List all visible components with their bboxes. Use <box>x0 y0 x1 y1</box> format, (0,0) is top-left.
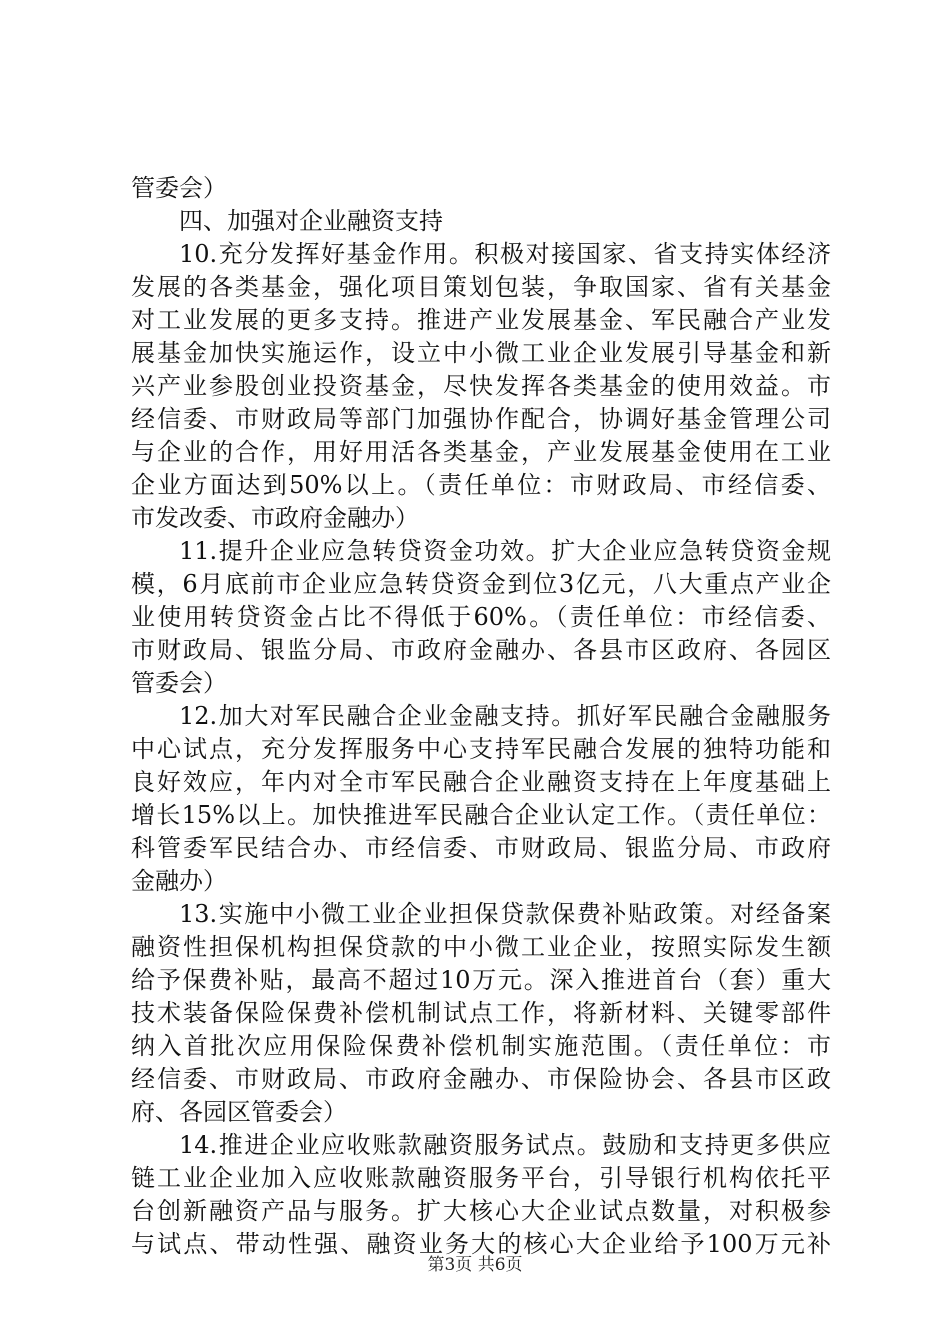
text-line: 金融办） <box>131 867 227 895</box>
text-line: 企业方面达到50%以上。（责任单位：市财政局、市经信委、 <box>131 471 831 499</box>
text-line: 经信委、市财政局、市政府金融办、市保险协会、各县市区政 <box>131 1065 831 1093</box>
text-line: 对工业发展的更多支持。推进产业发展基金、军民融合产业发 <box>131 306 831 334</box>
text-line: 10.充分发挥好基金作用。积极对接国家、省支持实体经济 <box>179 240 831 268</box>
text-line: 经信委、市财政局等部门加强协作配合，协调好基金管理公司 <box>131 405 831 433</box>
document-body <box>131 172 831 1261</box>
text-line: 管委会） <box>131 669 227 697</box>
page-number-footer: 第3页 共6页 <box>427 1255 523 1275</box>
text-line: 发展的各类基金，强化项目策划包装，争取国家、省有关基金 <box>131 273 831 301</box>
text-line: 模，6月底前市企业应急转贷资金到位3亿元，八大重点产业企 <box>131 570 831 598</box>
text-line: 中心试点，充分发挥服务中心支持军民融合发展的独特功能和 <box>131 735 831 763</box>
text-line: 11.提升企业应急转贷资金功效。扩大企业应急转贷资金规 <box>179 537 831 565</box>
text-line: 管委会） <box>131 174 227 202</box>
text-line: 与试点、带动性强、融资业务大的核心大企业给予100万元补 <box>131 1230 831 1258</box>
text-line: 融资性担保机构担保贷款的中小微工业企业，按照实际发生额 <box>131 933 831 961</box>
text-line: 市发改委、市政府金融办） <box>131 504 419 532</box>
text-line: 13.实施中小微工业企业担保贷款保费补贴政策。对经备案 <box>179 900 831 928</box>
text-line: 给予保费补贴，最高不超过10万元。深入推进首台（套）重大 <box>131 966 831 994</box>
text-line: 业使用转贷资金占比不得低于60%。（责任单位：市经信委、 <box>131 603 831 631</box>
text-line: 12.加大对军民融合企业金融支持。抓好军民融合金融服务 <box>179 702 831 730</box>
text-line: 台创新融资产品与服务。扩大核心大企业试点数量，对积极参 <box>131 1197 831 1225</box>
text-line: 增长15%以上。加快推进军民融合企业认定工作。（责任单位： <box>131 801 831 829</box>
text-line: 14.推进企业应收账款融资服务试点。鼓励和支持更多供应 <box>179 1131 831 1159</box>
text-line: 市财政局、银监分局、市政府金融办、各县市区政府、各园区 <box>131 636 831 664</box>
text-line: 良好效应，年内对全市军民融合企业融资支持在上年度基础上 <box>131 768 831 796</box>
text-line: 科管委军民结合办、市经信委、市财政局、银监分局、市政府 <box>131 834 831 862</box>
text-line: 兴产业参股创业投资基金，尽快发挥各类基金的使用效益。市 <box>131 372 831 400</box>
text-line: 府、各园区管委会） <box>131 1098 347 1126</box>
text-line: 链工业企业加入应收账款融资服务平台，引导银行机构依托平 <box>131 1164 831 1192</box>
text-line: 纳入首批次应用保险保费补偿机制实施范围。（责任单位：市 <box>131 1032 831 1060</box>
text-line: 四、加强对企业融资支持 <box>179 207 443 235</box>
text-line: 与企业的合作，用好用活各类基金，产业发展基金使用在工业 <box>131 438 831 466</box>
text-line: 展基金加快实施运作，设立中小微工业企业发展引导基金和新 <box>131 339 831 367</box>
text-line: 技术装备保险保费补偿机制试点工作，将新材料、关键零部件 <box>131 999 831 1027</box>
